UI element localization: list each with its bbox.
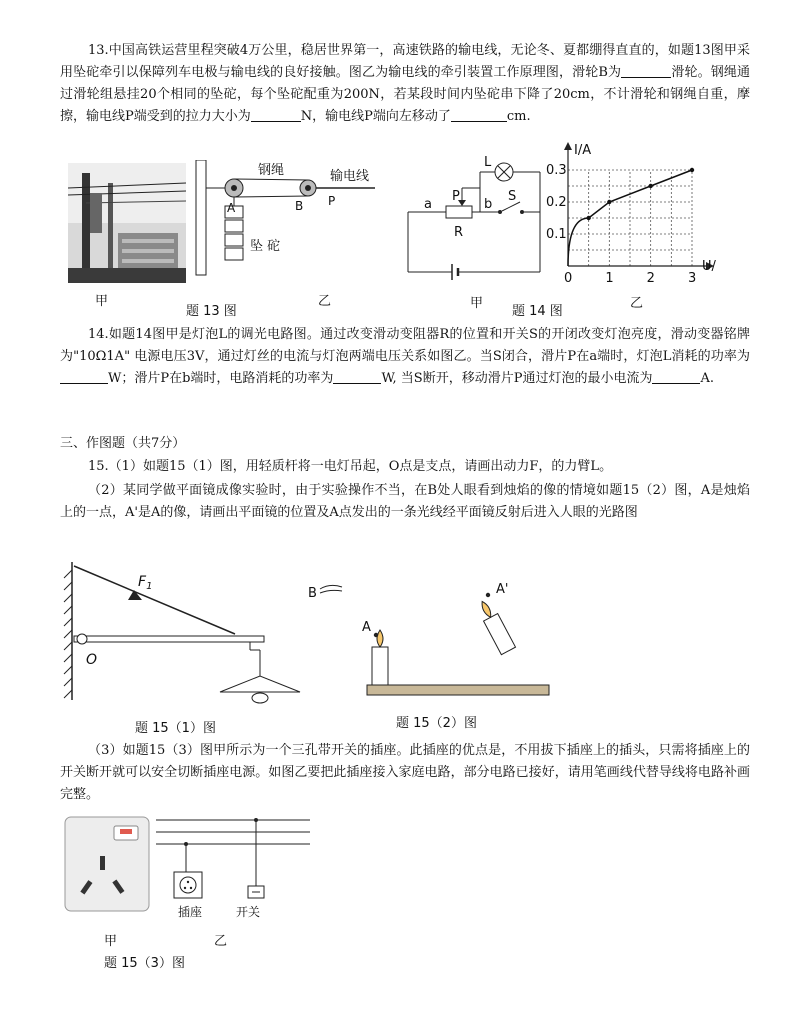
ruler-base [367,685,549,695]
q13-photo [68,163,186,283]
x-tick-label: 3 [688,271,697,286]
label-B: B [308,586,317,601]
candle-A [372,647,388,685]
q15-text-1 [60,456,750,478]
q14-circuit [400,150,550,285]
x-tick-label: 1 [605,271,614,286]
weight-4 [225,248,243,260]
q14-text [60,324,750,390]
label-B: B [295,199,304,213]
y-tick-label: 0.2 [546,195,567,210]
label-A-prime: A' [496,582,509,597]
rod [74,636,264,642]
data-point [648,184,652,188]
q14-p3: W, 当S断开，移动滑片P通过灯泡的最小电流为 [381,371,653,386]
label-b: b [484,197,493,212]
q14-blank-1[interactable] [60,369,108,384]
label-socket: 插座 [178,905,203,919]
q15-3-socket-photo [64,816,150,912]
q14-p4: A. [700,371,714,386]
label-A: A [227,201,236,215]
y-tick-label: 0.1 [546,227,567,242]
q15-3-fig-yi: 乙 [214,934,228,949]
q14-fig-yi: 乙 [630,296,644,311]
eye-icon [320,585,342,589]
data-point [607,200,611,204]
q15-2-caption: 题 15（2）图 [396,716,477,731]
label-rope: 钢绳 [258,163,285,178]
point-A-prime [486,593,490,597]
label-switch: 开关 [236,905,261,919]
q14-blank-2[interactable] [333,369,381,384]
q15-3-wiring-diagram [152,812,312,922]
q13-fig-jia: 甲 [95,294,109,309]
q13-p2: 滑轮。钢绳通过滑轮组悬挂20个相同的坠砣，每个坠砣配重为200N，若某段时间内坠砣串下降了20cm，不计滑轮和钢绳自重，摩擦，输电线P端受到的拉力大小为 [60,65,750,124]
q13-caption: 题 13 图 [186,304,237,319]
q13-blank-1[interactable] [621,63,671,78]
label-a: a [424,197,432,212]
weight-2 [225,220,243,232]
q15-p3: （3）如题15（3）图甲所示为一个三孔带开关的插座。此插座的优点是，不用拔下插座上的插头，只需将插座上的开关断开就可以安全切断插座电源。如图乙要把此插座接入家庭电路，部分电路已接好，请用笔画线代替导线将电路补画完整。 [60,743,750,802]
bulb [252,693,268,703]
q13-blank-2[interactable] [251,107,301,122]
q15-3-fig-jia: 甲 [104,934,118,949]
data-point [586,216,590,220]
data-point [690,168,694,172]
q15-text-3 [60,740,750,806]
x-tick-label: 2 [646,271,655,286]
pole [196,160,206,275]
q14-p2: W；滑片P在b端时，电路消耗的功率为 [108,371,334,386]
q13-blank-3[interactable] [451,107,507,122]
label-P: P [452,189,460,204]
section-heading: 三、作图题（共7分） [60,436,186,451]
y-axis-label: I/A [574,143,592,158]
q14-blank-3[interactable] [652,369,700,384]
q13-p3: N，输电线P端向左移动了 [300,109,451,124]
q13-p1: 13.中国高铁运营里程突破4万公里，稳居世界第一，高速铁路的输电线，无论冬、夏都绷得直直的，如题13图甲采用坠砣牵引以保障列车电极与输电线的良好接触。图乙为输电线的牵引装置工作原理图，滑轮B为 [60,43,750,80]
q14-iv-chart [546,140,726,290]
label-wire: 输电线 [330,169,370,184]
q14-fig-jia: 甲 [470,296,484,311]
label-A: A [362,620,371,635]
weight-3 [225,234,243,246]
rheostat-R [446,206,472,218]
q13-p4: cm. [506,109,531,124]
x-tick-label: 0 [564,271,573,286]
label-F1: $F_1$ [138,574,153,592]
q15-p1: 15.（1）如题15（1）图，用轻质杆将一电灯吊起，O点是支点，请画出动力F，的力臂L。 [88,459,613,474]
label-R: R [454,225,464,240]
q15-text-2 [60,480,750,524]
q15-3-caption: 题 15（3）图 [104,956,185,971]
q15-1-lever-figure [60,560,310,705]
label-weight: 坠 砣 [250,239,281,254]
q14-p1: 14.如题14图甲是灯泡L的调光电路图。通过改变滑动变阻器R的位置和开关S的开闭改变灯泡亮度，滑动变器铭牌为"10Ω1A" 电源电压3V，通过灯丝的电流与灯泡两端电压关系如图乙。当S闭合，滑片P在a端时，灯泡L消耗的功率为 [60,327,750,364]
label-L: L [484,155,492,170]
pivot-O [77,634,87,644]
q13-pulley-diagram [190,160,390,280]
flame-A [377,630,383,647]
force-F1 [74,566,235,634]
x-axis-label: U/ [702,259,716,274]
q13-text [60,40,750,128]
label-P: P [328,194,336,208]
lamp-shade [220,676,300,692]
q15-1-caption: 题 15（1）图 [135,721,216,736]
q15-p2: （2）某同学做平面镜成像实验时，由于实验操作不当，在B处人眼看到烛焰的像的情境如题15（2）图，A是烛焰上的一点，A'是A的像，请画出平面镜的位置及A点发出的一条光线经平面镜反射后进入人眼的光路图 [60,483,750,520]
q13-fig-yi: 乙 [318,294,332,309]
candle-image [475,598,515,655]
label-O: O [86,652,98,668]
label-S: S [508,189,517,204]
q14-caption: 题 14 图 [512,304,563,319]
q15-2-mirror-figure [300,575,560,705]
y-tick-label: 0.3 [546,163,567,178]
steel-rope [234,179,308,180]
